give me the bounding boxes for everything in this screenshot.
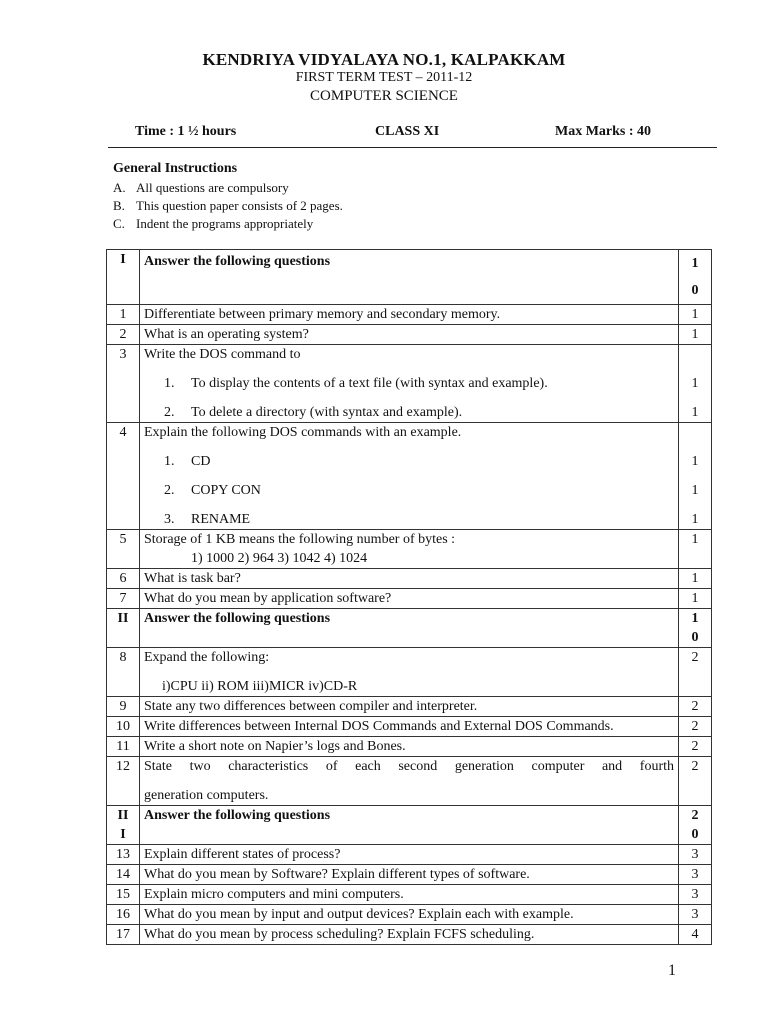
question-row <box>107 345 712 423</box>
max-marks-label: Max Marks : 40 <box>555 124 652 139</box>
question-row <box>107 925 712 945</box>
class-label: CLASS XI <box>375 124 440 139</box>
question-row <box>107 697 712 717</box>
question-row <box>107 865 712 885</box>
instruction-item: B. This question paper consists of 2 pages. <box>113 198 343 213</box>
question-number: 16 <box>107 905 140 925</box>
question-row <box>107 423 712 530</box>
question-number: 4 <box>107 423 140 530</box>
instructions-list <box>113 179 343 233</box>
question-marks: 1 <box>679 325 712 345</box>
question-number: 10 <box>107 717 140 737</box>
section-title: Answer the following questions <box>140 250 679 305</box>
question-row <box>107 737 712 757</box>
expand-options: i)CPU ii) ROM iii)MICR iv)CD-R <box>162 679 358 694</box>
question-number: 13 <box>107 845 140 865</box>
question-number: 9 <box>107 697 140 717</box>
time-label: Time : 1 ½ hours <box>135 124 237 139</box>
sub-question: COPY CON <box>191 483 261 498</box>
section-row <box>107 806 712 845</box>
question-marks: 2 <box>679 737 712 757</box>
question-text: What do you mean by process scheduling? Explain FCFS scheduling. <box>140 925 679 945</box>
question-marks: 1 1 1 <box>679 423 712 530</box>
sub-question: To display the contents of a text file (with syntax and example). <box>191 376 548 391</box>
question-row <box>107 845 712 865</box>
question-text: Storage of 1 KB means the following number of bytes : 1) 1000 2) 964 3) 1042 4) 1024 <box>140 530 679 569</box>
question-row <box>107 757 712 806</box>
question-marks: 4 <box>679 925 712 945</box>
instruction-item: C. Indent the programs appropriately <box>113 216 314 231</box>
section-number: I <box>107 250 140 305</box>
answer-options: 1) 1000 2) 964 3) 1042 4) 1024 <box>191 551 368 566</box>
question-text: What do you mean by input and output devices? Explain each with example. <box>140 905 679 925</box>
question-text: What do you mean by application software? <box>140 589 679 609</box>
question-marks: 1 1 <box>679 345 712 423</box>
question-number: 5 <box>107 530 140 569</box>
section-title: Answer the following questions <box>140 609 679 648</box>
question-number: 17 <box>107 925 140 945</box>
question-text: Write the DOS command to 1. To display the contents of a text file (with syntax and example). 2. To delete a directory (with syntax and example). <box>140 345 679 423</box>
question-text: What is task bar? <box>140 569 679 589</box>
question-text: Write differences between Internal DOS Commands and External DOS Commands. <box>140 717 679 737</box>
question-marks: 3 <box>679 905 712 925</box>
section-marks: 1 0 <box>679 250 712 305</box>
question-marks: 1 <box>679 589 712 609</box>
question-text: Write a short note on Napier’s logs and Bones. <box>140 737 679 757</box>
question-marks: 3 <box>679 845 712 865</box>
question-row <box>107 717 712 737</box>
section-marks: 1 0 <box>679 609 712 648</box>
question-text: What do you mean by Software? Explain different types of software. <box>140 865 679 885</box>
question-marks: 2 <box>679 648 712 697</box>
question-number: 3 <box>107 345 140 423</box>
question-number: 8 <box>107 648 140 697</box>
question-marks: 2 <box>679 717 712 737</box>
question-number: 11 <box>107 737 140 757</box>
question-text: State any two differences between compiler and interpreter. <box>140 697 679 717</box>
sub-question: To delete a directory (with syntax and example). <box>191 405 463 420</box>
question-text: Explain different states of process? <box>140 845 679 865</box>
sub-question: CD <box>191 454 211 469</box>
question-number: 6 <box>107 569 140 589</box>
school-name: KENDRIYA VIDYALAYA NO.1, KALPAKKAM <box>202 50 566 69</box>
question-marks: 1 <box>679 305 712 325</box>
question-number: 1 <box>107 305 140 325</box>
test-title: FIRST TERM TEST – 2011-12 <box>295 70 473 85</box>
question-row <box>107 885 712 905</box>
question-row <box>107 569 712 589</box>
question-row <box>107 905 712 925</box>
section-number: II I <box>107 806 140 845</box>
subject-title: COMPUTER SCIENCE <box>310 88 458 104</box>
questions-table <box>106 249 712 945</box>
question-text: Explain micro computers and mini computers. <box>140 885 679 905</box>
question-marks: 2 <box>679 697 712 717</box>
instructions-title: General Instructions <box>113 161 238 176</box>
question-marks: 3 <box>679 885 712 905</box>
question-marks: 1 <box>679 530 712 569</box>
question-marks: 2 <box>679 757 712 806</box>
question-text: Explain the following DOS commands with an example. 1. CD 2. COPY CON 3. RENAME <box>140 423 679 530</box>
question-text: What is an operating system? <box>140 325 679 345</box>
section-row <box>107 609 712 648</box>
section-number: II <box>107 609 140 648</box>
question-marks: 3 <box>679 865 712 885</box>
question-row <box>107 589 712 609</box>
question-number: 12 <box>107 757 140 806</box>
question-number: 15 <box>107 885 140 905</box>
question-row <box>107 648 712 697</box>
question-number: 7 <box>107 589 140 609</box>
header-divider <box>108 147 717 148</box>
section-title: Answer the following questions <box>140 806 679 845</box>
question-row <box>107 305 712 325</box>
instruction-item: A. All questions are compulsory <box>113 180 289 195</box>
section-row <box>107 250 712 305</box>
section-marks: 2 0 <box>679 806 712 845</box>
question-row <box>107 530 712 569</box>
question-number: 2 <box>107 325 140 345</box>
question-text: Expand the following: i)CPU ii) ROM iii)MICR iv)CD-R <box>140 648 679 697</box>
question-marks: 1 <box>679 569 712 589</box>
page-number: 1 <box>668 962 676 979</box>
question-text: Differentiate between primary memory and secondary memory. <box>140 305 679 325</box>
sub-question: RENAME <box>191 512 251 527</box>
question-number: 14 <box>107 865 140 885</box>
question-row <box>107 325 712 345</box>
question-text: State two characteristics of each second generation computer and fourth generation computers. <box>140 757 679 806</box>
